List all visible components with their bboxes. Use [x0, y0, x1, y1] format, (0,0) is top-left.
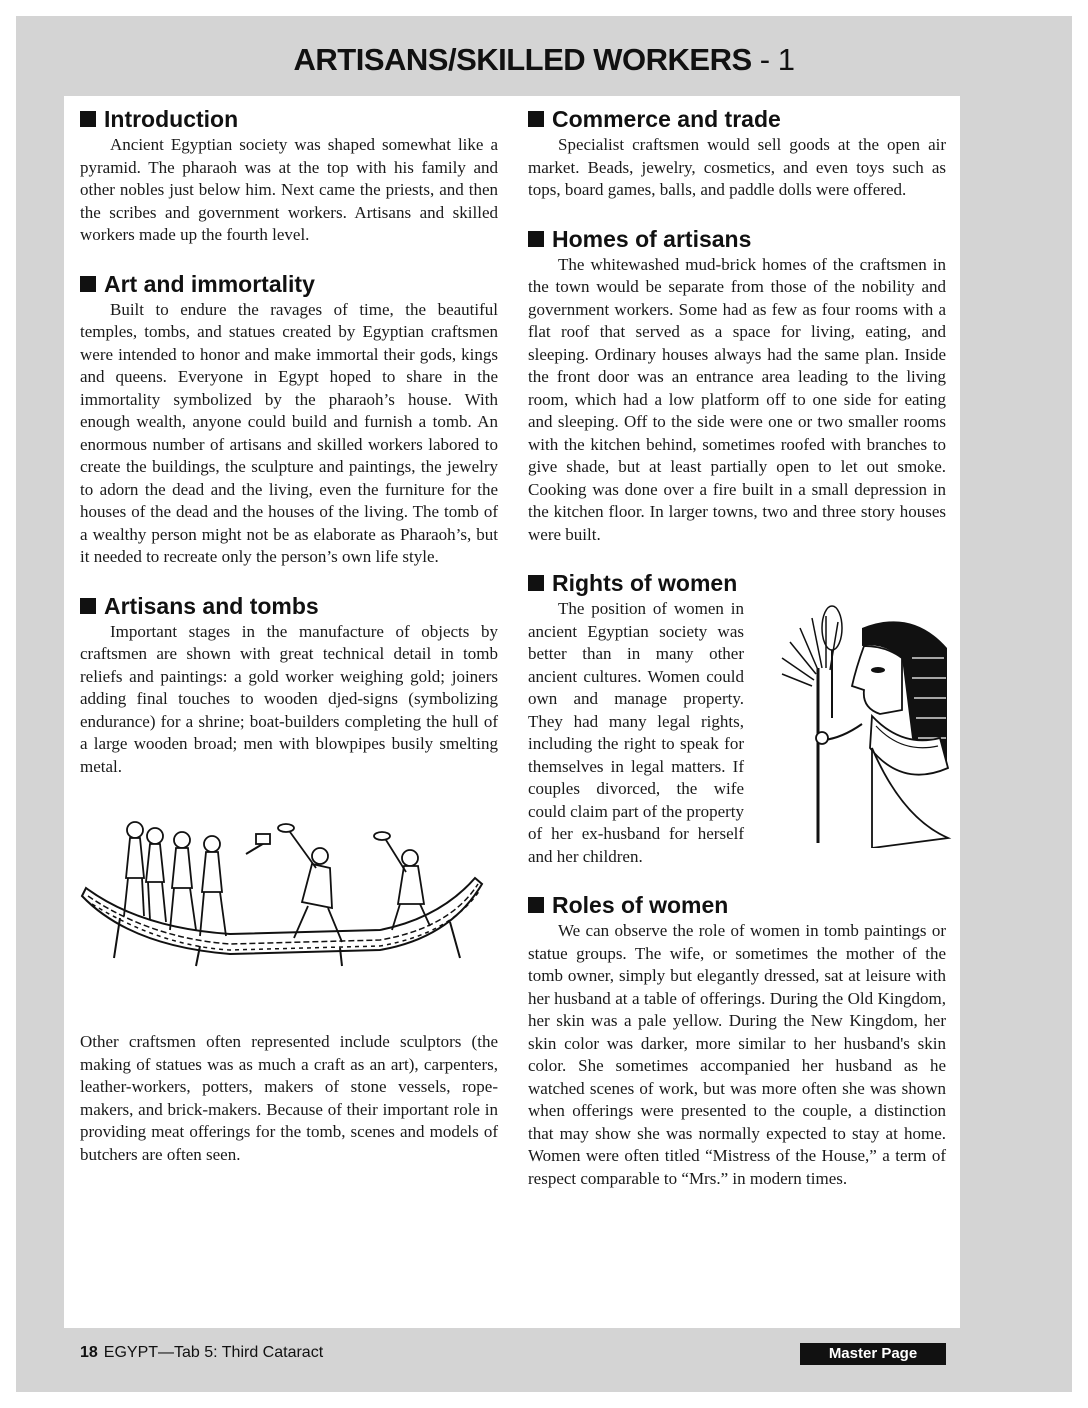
page-title-separator: -: [751, 42, 778, 77]
section-heading: Commerce and trade: [528, 104, 946, 134]
section-heading: Artisans and tombs: [80, 591, 498, 621]
page-title-number: 1: [777, 42, 795, 77]
section-heading: Art and immortality: [80, 269, 498, 299]
bullet-square-icon: [80, 111, 96, 127]
footer-source: EGYPT—Tab 5: Third Cataract: [103, 1344, 324, 1361]
boat-builders-illustration: [80, 818, 498, 968]
section-body: The position of women in ancient Egyptian society was better than in many other ancient cultures. Women could own and manage property. They had many legal rights, including the right to speak for themselves in legal matters. If couples divorced, the wife could claim part of the property of her ex-husband for herself and her children.: [528, 599, 744, 866]
page-title-text: ARTISANS/SKILLED WORKERS: [293, 42, 752, 77]
bullet-square-icon: [528, 111, 544, 127]
section-homes-of-artisans: [528, 224, 946, 547]
section-heading: Introduction: [80, 104, 498, 134]
left-column: [80, 104, 498, 1188]
master-page-badge: Master Page: [800, 1343, 946, 1365]
section-heading: Roles of women: [528, 890, 946, 920]
bullet-square-icon: [528, 575, 544, 591]
section-rights-of-women: [528, 568, 946, 868]
bullet-square-icon: [80, 276, 96, 292]
section-heading: Homes of artisans: [528, 224, 946, 254]
section-art-and-immortality: [80, 269, 498, 569]
section-body: Built to endure the ravages of time, the beautiful temples, tombs, and statues created by Egyptian craftsmen were intended to honor and make immortal their gods, kings and queens. Everyone in Egypt hoped to share in the immortality symbolized by the pharaoh’s house. With enough wealth, anyone could build and furnish a tomb. An enormous number of artisans and skilled workers labored to create the buildings, the sculpture and paintings, the jewelry to adorn the dead and the living, even the furniture for the houses of the dead and the houses of the living. The tomb of a wealthy person might not be as elaborate as Pharaoh’s, but it needed to recreate only the person’s own life style.: [80, 299, 498, 566]
bullet-square-icon: [80, 598, 96, 614]
section-body: The whitewashed mud-brick homes of the craftsmen in the town would be separate from those of the nobility and government workers. Some had as few as four rooms with a flat roof that served as a space for living, eating, and sleeping. Ordinary houses always had the same plan. Inside the front door was an entrance area leading to the living room, which had a low platform off to one side for eating and sleeping. Off to the side were one or two smaller rooms with the kitchen behind, sometimes roofed with branches to give shade, but at least partially open to let out smoke. Cooking was done over a fire built in a small depression in the kitchen floor. In larger towns, two and three story houses were built.: [528, 254, 946, 544]
content-panel: [64, 96, 960, 1328]
section-body: Ancient Egyptian society was shaped somewhat like a pyramid. The pharaoh was at the top with his family and other nobles just below him. Next came the priests, and then the scribes and government workers. Artisans and skilled workers made up the fourth level.: [80, 135, 498, 244]
bullet-square-icon: [528, 897, 544, 913]
section-body: Important stages in the manufacture of objects by craftsmen are shown with great technical detail in tomb reliefs and paintings: a gold worker weighing gold; joiners adding final touches to wooden djed-signs (symbolizing endurance) for a shrine; boat-builders completing the hull of a large wooden broad; men with blowpipes busily smelting metal.: [80, 621, 498, 776]
page-footer: [80, 1344, 323, 1362]
section-introduction: [80, 104, 498, 247]
section-body-continuation: Other craftsmen often represented include sculptors (the making of statues was as much a craft as an art), carpenters, leather-workers, potters, makers of stone vessels, rope-makers, and brick-makers. Because of their important role in providing meat offerings for the tomb, scenes and models of butchers are often seen.: [80, 1032, 498, 1164]
section-body: We can observe the role of women in tomb paintings or statue groups. The wife, or sometimes the mother of the tomb owner, simply but elegantly dressed, sat at leisure with her husband at a table of offerings. During the Old Kingdom, her skin was a pale yellow. During the New Kingdom, her skin color was darker, more similar to her husband's skin color. She sometimes accompanied her husband as he watched scenes of work, but was more often she was shown when offerings were presented to the couple, a distinction that may show she was normally expected to stay at home. Women were often titled “Mistress of the House,” a term of respect comparable to “Mrs.” in modern times.: [528, 921, 946, 1188]
section-roles-of-women: [528, 890, 946, 1190]
section-commerce-and-trade: [528, 104, 946, 202]
egyptian-woman-illustration: [752, 598, 952, 848]
page-number: 18: [80, 1344, 98, 1361]
right-column: [528, 104, 946, 1212]
page-title: [16, 42, 1072, 78]
section-heading: Rights of women: [528, 568, 946, 598]
bullet-square-icon: [528, 231, 544, 247]
section-body: Specialist craftsmen would sell goods at the open air market. Beads, jewelry, cosmetics, and even toys such as tops, board games, balls, and paddle dolls were offered.: [528, 135, 946, 199]
section-artisans-and-tombs: [80, 591, 498, 1167]
